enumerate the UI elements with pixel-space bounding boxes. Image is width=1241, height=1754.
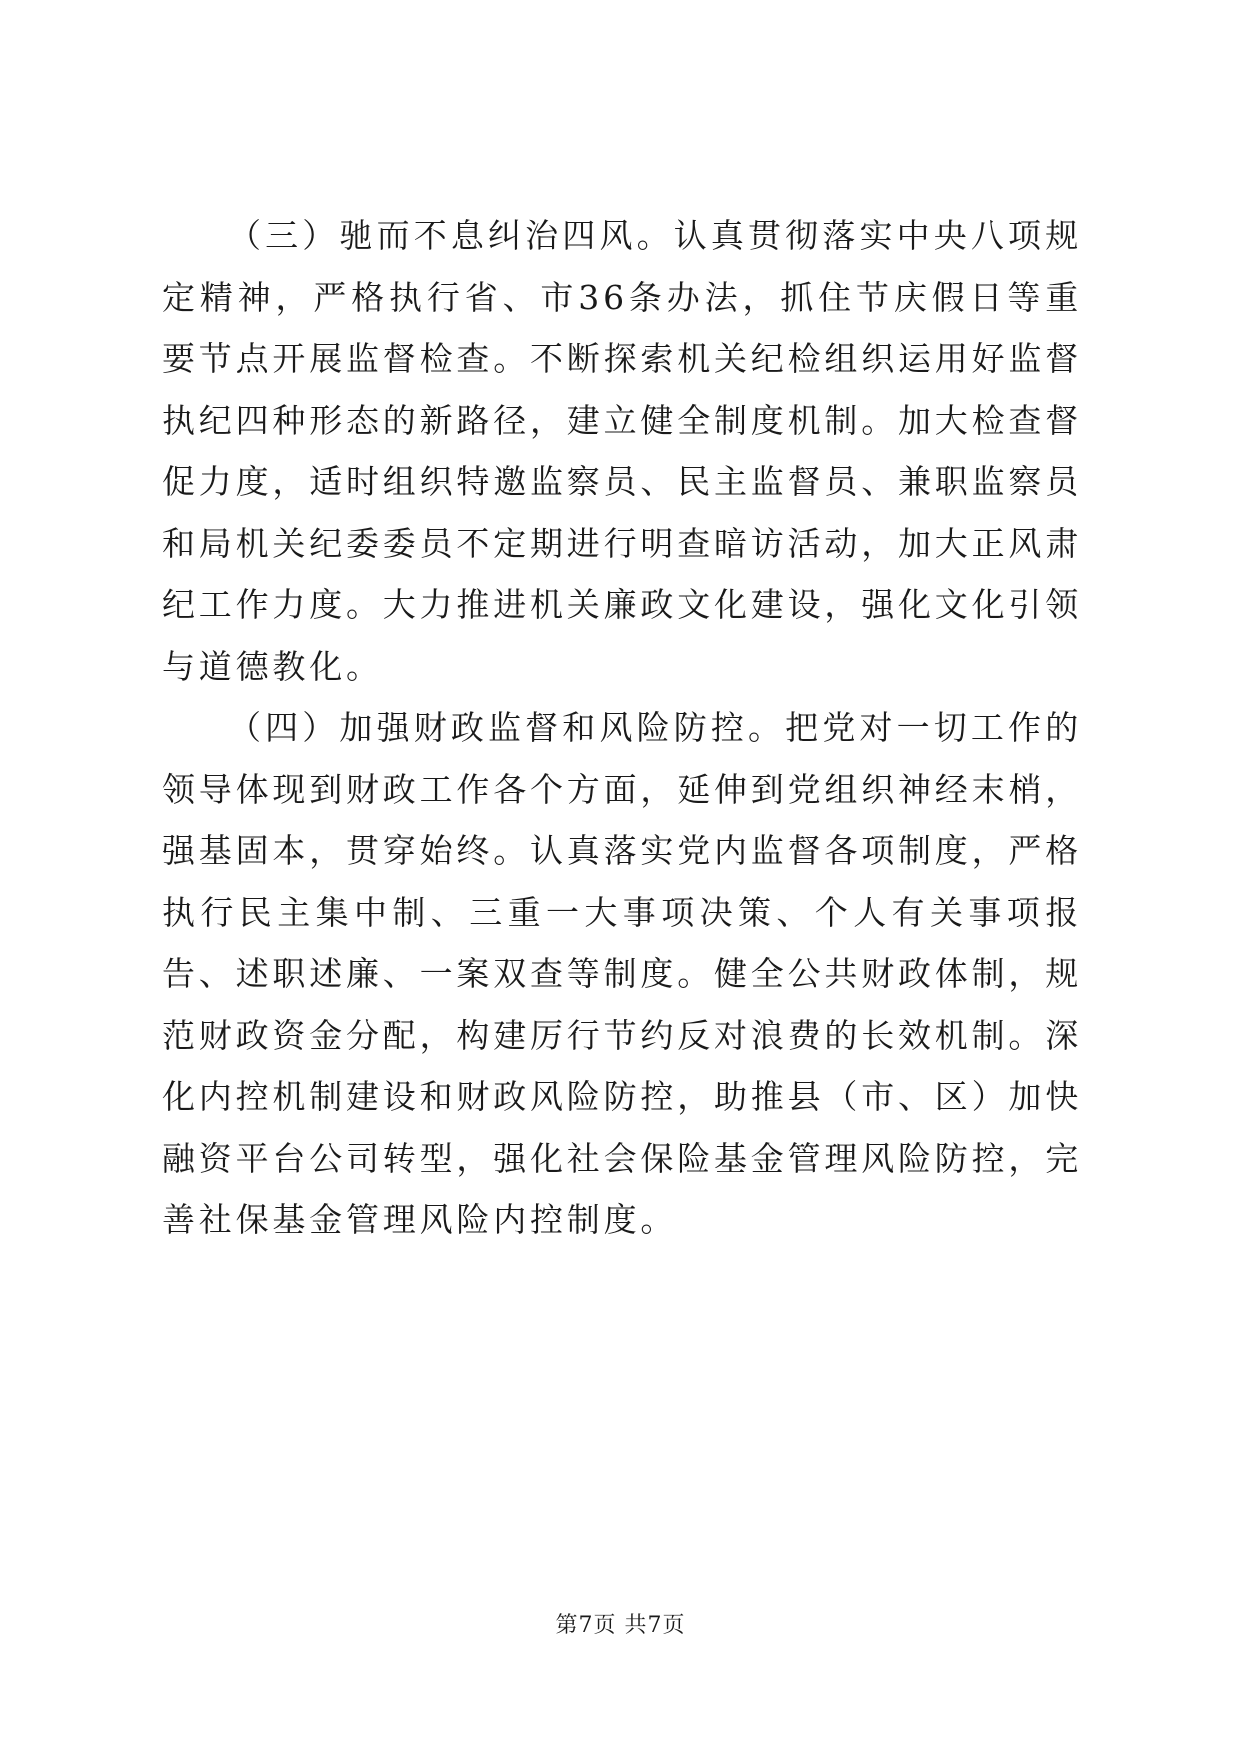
document-body: [162, 205, 1082, 1251]
paragraph-section-3: （三）驰而不息纠治四风。认真贯彻落实中央八项规定精神，严格执行省、市36条办法，抓住节庆假日等重要节点开展监督检查。不断探索机关纪检组织运用好监督执纪四种形态的新路径，建立健全制度机制。加大检查督促力度，适时组织特邀监察员、民主监督员、兼职监察员和局机关纪委委员不定期进行明查暗访活动，加大正风肃纪工作力度。大力推进机关廉政文化建设，强化文化引领与道德教化。: [162, 216, 1082, 686]
paragraph-section-4: （四）加强财政监督和风险防控。把党对一切工作的领导体现到财政工作各个方面，延伸到党组织神经末梢，强基固本，贯穿始终。认真落实党内监督各项制度，严格执行民主集中制、三重一大事项决策、个人有关事项报告、述职述廉、一案双查等制度。健全公共财政体制，规范财政资金分配，构建厉行节约反对浪费的长效机制。深化内控机制建设和财政风险防控，助推县（市、区）加快融资平台公司转型，强化社会保险基金管理风险防控，完善社保基金管理风险内控制度。: [162, 708, 1082, 1239]
page-footer: 第7页 共7页: [555, 1613, 686, 1638]
